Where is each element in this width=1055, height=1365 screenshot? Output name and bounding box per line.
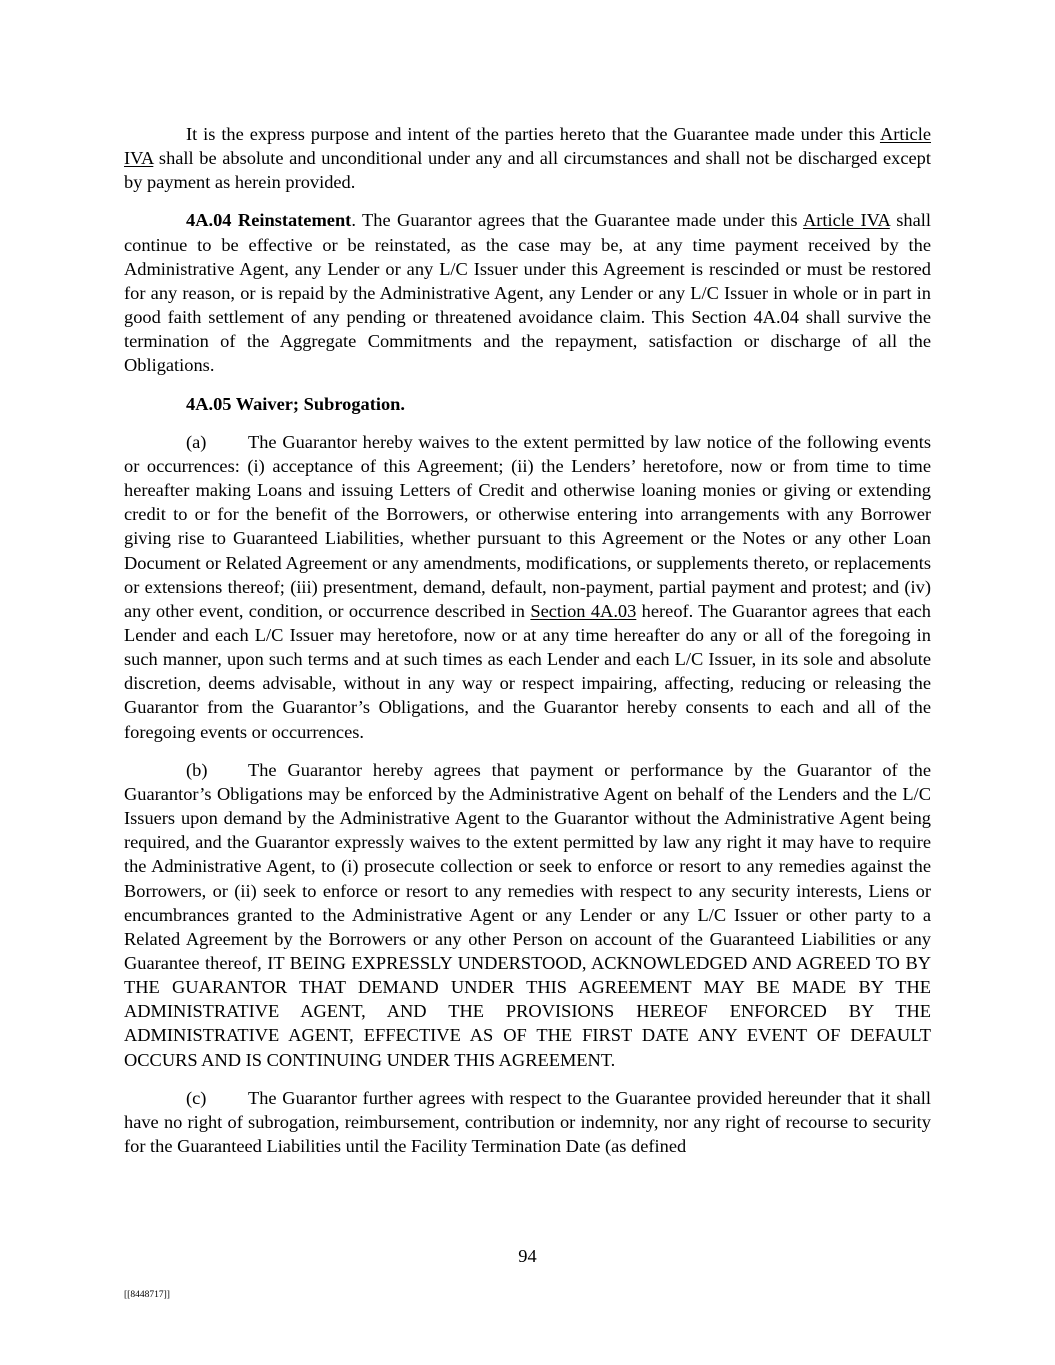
section-heading: 4A.05 Waiver; Subrogation. [186, 393, 406, 414]
article-reference: Article IVA [803, 210, 890, 231]
paragraph-absolute-guarantee [124, 122, 931, 194]
subsection-a [124, 430, 931, 744]
subsection-label: (b) [186, 759, 208, 780]
paragraph-text: shall be absolute and unconditional under any and all circumstances and shall not be discharged except by payment as herein provided. [124, 148, 931, 193]
document-page [124, 122, 931, 1172]
section-number: 4A.04 [186, 210, 232, 231]
paragraph-text: The Guarantor further agrees with respect to the Guarantee provided hereunder that it shall have no right of subrogation, reimbursement, contribution or indemnity, nor any right of recourse to security for the Guaranteed Liabilities until the Facility Termination Date (as defined [124, 1087, 931, 1157]
paragraph-text: The Guarantor hereby waives to the extent permitted by law notice of the following events or occurrences: (i) acceptance of this Agreement; (ii) the Lenders’ heretofore, now or from time to time hereafter making Loans and issuing Letters of Credit and otherwise loaning monies or giving or extending credit to or for the benefit of the Borrowers, or otherwise entering into arrangements with any Borrower giving rise to Guaranteed Liabilities, whether pursuant to this Agreement or the Notes or any other Loan Document or Related Agreement or any amendments, modifications, or supplements thereto, or replacements or extensions thereof; (iii) presentment, demand, default, non-payment, partial payment and protest; and (iv) any other event, condition, or occurrence described in [124, 431, 931, 621]
subsection-c [124, 1086, 931, 1158]
section-title: Reinstatement [237, 210, 352, 231]
paragraph-text: The Guarantor hereby agrees that payment or performance by the Guarantor of the Guarantor’s Obligations may be enforced by the Administrative Agent on behalf of the Lenders and the L/C Issuers upon demand by the Administrative Agent to the Guarantor without the Administrative Agent being required, and the Guarantor expressly waives to the extent permitted by law any right it may have to require the Administrative Agent, to (i) prosecute collection or seek to enforce or resort to any remedies against the Borrowers, or (ii) seek to enforce or resort to any remedies with respect to any security interests, Liens or encumbrances granted to the Administrative Agent or any Lender or any L/C Issuer or other party to a Related Agreement by the Borrowers or any other Person on account of the Guaranteed Liabilities or any Guarantee thereof, IT BEING EXPRESSLY UNDERSTOOD, ACKNOWLEDGED AND AGREED TO BY THE GUARANTOR THAT DEMAND UNDER THIS AGREEMENT MAY BE MADE BY THE ADMINISTRATIVE AGENT, AND THE PROVISIONS HEREOF ENFORCED BY THE ADMINISTRATIVE AGENT, EFFECTIVE AS OF THE FIRST DATE ANY EVENT OF DEFAULT OCCURS AND IS CONTINUING UNDER THIS AGREEMENT. [124, 759, 931, 1070]
paragraph-text: hereof. The Guarantor agrees that each Lender and each L/C Issuer may heretofore, now or at any time hereafter do any or all of the foregoing in such manner, upon such terms and at such times as each Lender and each L/C Issuer, in its sole and absolute discretion, deems advisable, without in any way or respect impairing, affecting, reducing or releasing the Guarantor from the Guarantor’s Obligations, and the Guarantor hereby consents to each and all of the foregoing events or occurrences. [124, 600, 931, 742]
section-4a05-heading [124, 392, 931, 416]
article-reference: Article IVA [124, 124, 931, 169]
paragraph-text: . The Guarantor agrees that the Guarantee made under this [351, 210, 803, 231]
section-reference: Section 4A.03 [530, 600, 637, 621]
paragraph-text: shall continue to be effective or be reinstated, as the case may be, at any time payment received by the Administrative Agent, any Lender or any L/C Issuer under this Agreement is rescinded or must be restored for any reason, or is repaid by the Administrative Agent, any Lender or any L/C Issuer in whole or in part in good faith settlement of any pending or threatened avoidance claim. This Section 4A.04 shall survive the termination of the Aggregate Commitments and the repayment, satisfaction or discharge of all the Obligations. [124, 210, 931, 376]
page-number: 94 [518, 1246, 537, 1266]
subsection-label: (a) [186, 431, 207, 452]
document-id: [[8448717]] [124, 1290, 170, 1300]
section-4a04-reinstatement [124, 208, 931, 377]
subsection-b [124, 758, 931, 1072]
paragraph-text: It is the express purpose and intent of the parties hereto that the Guarantee made under this [186, 124, 880, 144]
subsection-label: (c) [186, 1087, 207, 1108]
